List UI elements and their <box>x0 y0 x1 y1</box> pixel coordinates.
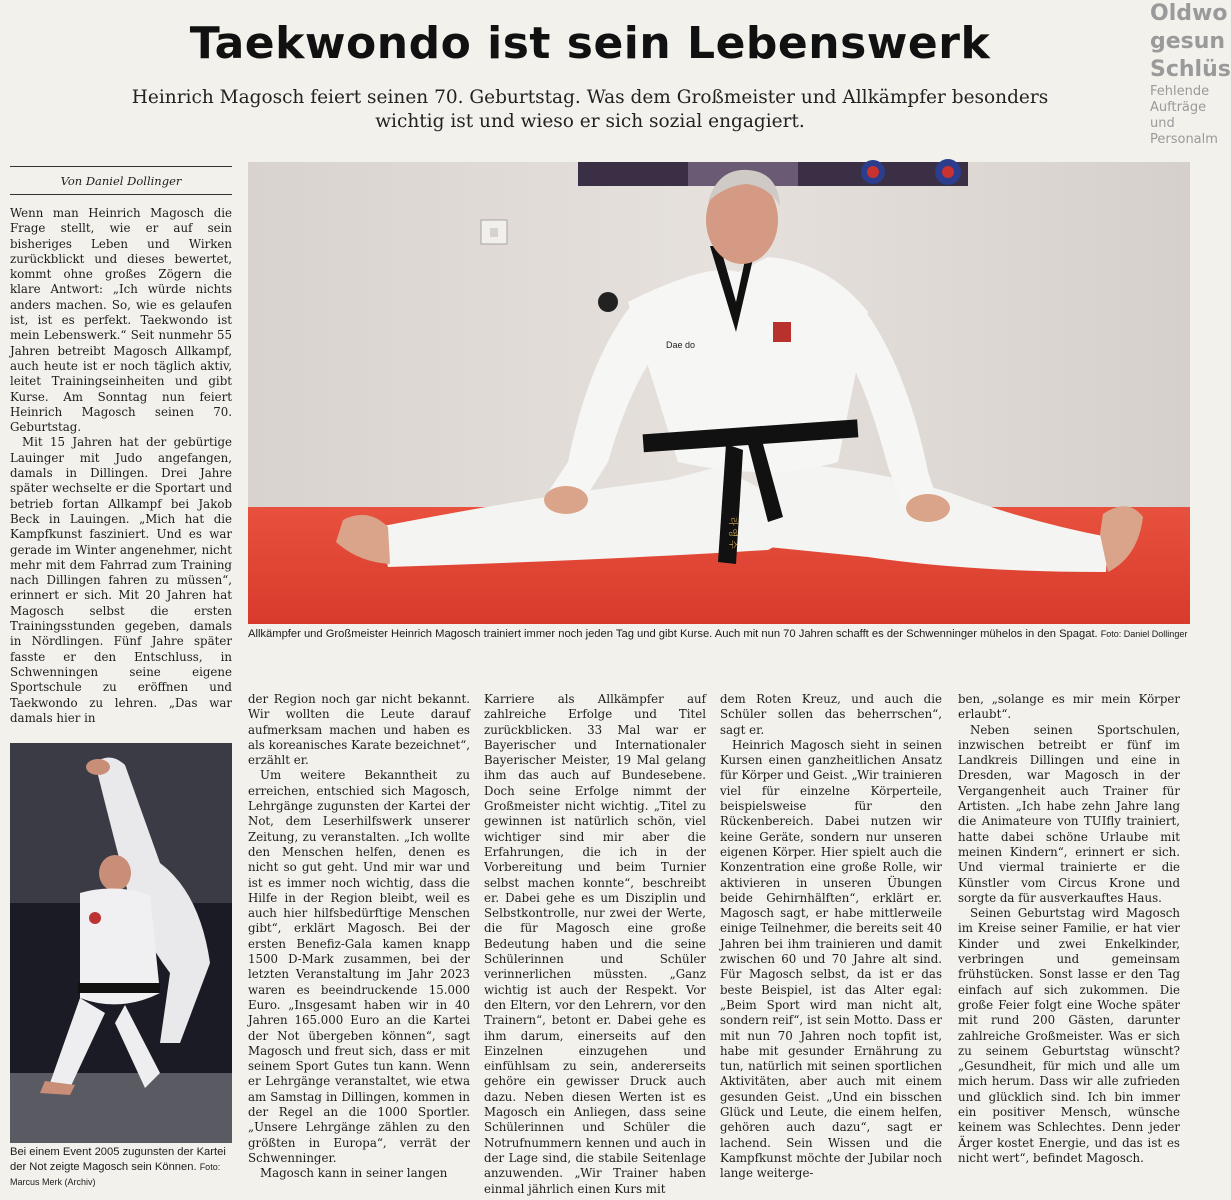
article-column-4 <box>720 692 942 1182</box>
paragraph: ben, „solange es mir mein Körper erlaubt“. <box>958 692 1180 722</box>
caption-text: Allkämpfer und Großmeister Heinrich Magosch trainiert immer noch jeden Tag und gibt Kurse. Auch mit nun 70 Jahren schafft es der Schwenninger mühelos in den Spagat. <box>248 628 1098 640</box>
paragraph: Karriere als Allkämpfer auf zahlreiche Erfolge und Titel zurückblicken. 33 Mal war er Bayerischer und Internationaler Bayerischer Meister, 19 Mal gelang ihm das auch auf Bundesebene. Doch seine Erfolge nimmt der Großmeister nicht wichtig. „Titel zu gewinnen ist natürlich schön, viel wichtiger sind mir aber die Erfahrungen, die ich in der Vorbereitung und beim Turnier selbst machen konnte“, beschreibt er. Dabei gehe es um Disziplin und Selbstkontrolle, nur zwei der Werte, die für Magosch eine große Bedeutung haben und die seine Schülerinnen und Schüler verinnerlichen müssten. „Ganz wichtig ist auch der Respekt. Vor den Eltern, vor den Lehrern, vor den Trainern“, betont er. Dabei gehe es ihm darum, einerseits auf den Einzelnen einzugehen und einfühlsam zu sein, andererseits gehöre ein gewisser Druck auch dazu. Neben diesen Werten ist es Magosch ein Anliegen, dass seine Schülerinnen und Schüler die Notrufnummern kennen und auch in der Lage sind, die stabile Seitenlage anzuwenden. „Wir Trainer haben einmal jährlich einen Kurs mit <box>484 692 706 1196</box>
caption-text: Bei einem Event 2005 zugunsten der Kartei der Not zeigte Magosch sein Können. <box>10 1146 226 1173</box>
main-photo-illustration <box>248 162 1190 624</box>
subheadline: Heinrich Magosch feiert seinen 70. Geburtstag. Was dem Großmeister und Allkämpfer besonders wichtig ist und wieso er sich sozial engagiert. <box>131 87 1049 132</box>
archive-photo <box>10 743 232 1143</box>
byline: Von Daniel Dollinger <box>60 174 182 188</box>
gi-patch-text: Dae do <box>666 340 696 350</box>
article-column-3 <box>484 692 706 1197</box>
paragraph: Magosch kann in seiner langen <box>260 1166 448 1181</box>
main-photo-caption <box>248 627 1190 642</box>
adjacent-small-line: Fehlende Aufträge <box>1150 84 1210 115</box>
paragraph: der Region noch gar nicht bekannt. Wir wollten die Leute darauf aufmerksam machen und haben es als koreanisches Karate bezeichnet“, erzählt er. <box>248 692 470 768</box>
article-column-5 <box>958 692 1180 1166</box>
paragraph: Mit 15 Jahren hat der gebürtige Lauinger mit Judo angefangen, damals in Dillingen. Drei Jahre später wechselte er die Sportart und betrieb fortan Allkampf bei Jakob Beck in Lauingen. „Mich hat die Kampfkunst fasziniert. Und es war gerade im Winter angenehmer, nicht mehr mit dem Fahrrad zum Training nach Dillingen fahren zu müssen“, erinnert er sich. Mit 20 Jahren hat Magosch selbst die ersten Trainingsstunden gegeben, damals in Nördlingen. Fünf Jahre später fasste er den Entschluss, in Schwenningen seine eigene Sportschule zu eröffnen und Taekwondo zu lehren. „Das war damals hier in <box>10 435 232 725</box>
adjacent-line: gesun <box>1150 29 1226 54</box>
paragraph: Neben seinen Sportschulen, inzwischen betreibt er fünf im Landkreis Dillingen und eine in Dresden, war Magosch in der Vergangenheit auch Trainer für Artisten. „Ich habe zehn Jahre lang die Animateure von TUIfly trainiert, hatte dabei schöne Urlaube mit meinen Kindern“, erinnert er sich. Und viermal trainierte er die Künstler vom Circus Krone und sorgte da für ausverkauftes Haus. <box>958 722 1180 905</box>
archive-photo-illustration <box>10 743 232 1143</box>
adjacent-line: Schlüs <box>1150 57 1231 82</box>
paragraph: Um weitere Bekanntheit zu erreichen, entschied sich Magosch, Lehrgänge zugunsten der Kartei der Not, dem Leserhilfswerk unserer Zeitung, zu veranstalten. „Ich wollte den Menschen helfen, denen es nicht so gut geht. Und mir war und ist es immer noch wichtig, dass die Hilfe in der Region bleibt, weil es auch hier hilfsbedürftige Menschen gibt“, erklärt Magosch. Bei der ersten Benefiz-Gala kamen knapp 1500 D-Mark zusammen, bei der letzten Veranstaltung im Jahr 2023 waren es beeindruckende 15.000 Euro. „Insgesamt haben wir in 40 Jahren 165.000 Euro an die Kartei der Not übergeben können“, sagt Magosch und freut sich, dass er mit seinem Sport Gutes tun kann. Wenn er Lehrgänge veranstaltet, wie etwa am Samstag in Dillingen, kommen in der Regel an die 1000 Sportler. „Unsere Lehrgänge zählen zu den größten in Europa“, verrät der Schwenninger. <box>248 768 470 1165</box>
paragraph: Heinrich Magosch sieht in seinen Kursen einen ganzheitlichen Ansatz für Körper und Geist. „Wir trainieren viel für einzelne Körperteile, beispielsweise für den Rückenbereich. Dabei nutzen wir keine Geräte, sondern nur unseren eigenen Körper. Hier spielt auch die Konzentration eine große Rolle, wir aktivieren in unseren Übungen beide Gehirnhälften“, erklärt er. Magosch sagt, er habe mittlerweile einige Teilnehmer, die bereits seit 40 Jahren bei ihm trainieren und damit zwischen 60 und 70 Jahre alt sind. Für Magosch selbst, da ist er das beste Beispiel, ist das Alter egal: „Beim Sport wird man nicht alt, sondern reif“, ist sein Motto. Dass er mit nun 70 Jahren noch topfit ist, habe mit gesunder Ernährung zu tun, natürlich mit seinen sportlichen Aktivitäten, aber auch mit einem gesunden Geist. „Und ein bisschen Glück und Leute, die einem helfen, gehören auch dazu“, sagt er lachend. Sein Wissen und die Kampfkunst möchte der Jubilar noch lange weiterge- <box>720 737 943 1181</box>
adjacent-article-fragment <box>1150 0 1231 147</box>
adjacent-small-line: und Personalm <box>1150 116 1218 147</box>
main-photo <box>248 162 1190 624</box>
paragraph: dem Roten Kreuz, und auch die Schüler sollen das beherrschen“, sagt er. <box>720 692 942 737</box>
belt-embroidery: 라 영 수 <box>727 517 737 549</box>
byline-rule-bottom <box>10 194 232 195</box>
headline: Taekwondo ist sein Lebenswerk <box>189 18 991 69</box>
byline-rule-top <box>10 166 232 167</box>
archive-photo-caption <box>10 1145 232 1190</box>
paragraph: Seinen Geburtstag wird Magosch im Kreise seiner Familie, er hat vier Kinder und zwei Enkelkinder, verbringen und gemeinsam frühstücken. Sonst lasse er den Tag einfach auf sich zukommen. Die große Feier folgt eine Woche später mit rund 200 Gästen, darunter zahlreiche Großmeister. Was er sich zu seinem Geburtstag wünscht? „Gesundheit, für mich und alle um mich herum. Dass wir alle zufrieden und glücklich sind. Ich bin immer ein positiver Mensch, wünsche keinem was Schlechtes. Denn jeder Ärger kostet Energie, und das ist es nicht wert“, befindet Magosch. <box>958 906 1180 1165</box>
adjacent-line: Oldwo <box>1150 1 1228 26</box>
photo-credit: Foto: Marcus Merk (Archiv) <box>10 1162 221 1187</box>
article-column-1 <box>10 206 232 726</box>
photo-credit: Foto: Daniel Dollinger <box>1100 629 1188 639</box>
paragraph: Wenn man Heinrich Magosch die Frage stellt, wie er auf sein bisheriges Leben und Wirken zurückblickt und dieses bewertet, kommt ohne großes Zögern die klare Antwort: „Ich würde nichts anders machen. So, wie es gelaufen ist, ist es perfekt. Taekwondo ist mein Lebenswerk.“ Seit nunmehr 55 Jahren betreibt Magosch Allkampf, auch heute ist er noch täglich aktiv, leitet Trainingseinheiten und gibt Kurse. Am Sonntag nun feiert Heinrich Magosch seinen 70. Geburtstag. <box>10 206 232 435</box>
article-column-2 <box>248 692 470 1182</box>
